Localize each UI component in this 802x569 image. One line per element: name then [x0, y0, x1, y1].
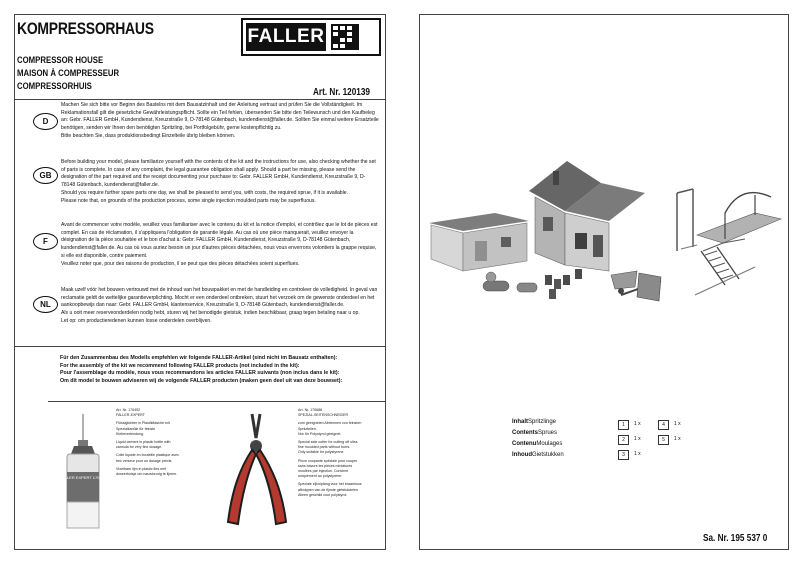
- part-qty: 1 x: [634, 421, 641, 427]
- product-cutter-de-1: zum geeigneten Abtrennen von feinsten Spritzteilen.: [298, 421, 362, 431]
- product-glue-de: Flüssigkleber in Plastikflasche mit Spezialkanüle für feinste Klebeverbindung.: [116, 421, 170, 436]
- product-cutter-de-2: Nur für Polystyrol geeignet.: [298, 431, 342, 436]
- accessories-line-de: Für den Zusammenbau des Modells empfehlen wir folgende FALLER-Artikel (sind nicht im Bausatz enthalten):: [60, 355, 338, 361]
- parts-label-nl-rest: Gietstukken: [532, 452, 564, 458]
- parts-label-de: [512, 419, 556, 425]
- faller-logo: [241, 18, 381, 56]
- parts-label-en: [512, 430, 557, 436]
- product-glue-art-nr: Art. Nr. 170492: [116, 408, 141, 412]
- parts-label-de-bold: Inhalt: [512, 419, 528, 425]
- page-title: KOMPRESSORHAUS: [17, 19, 154, 38]
- text-en-p2: Should you require further spare parts one day, we shall be pleased to send you, with costs, the required sprue, if it is available.: [61, 189, 349, 196]
- divider: [14, 99, 386, 100]
- product-cutter-text: [298, 408, 362, 501]
- parts-label-de-rest: Spritzlinge: [528, 419, 557, 425]
- accessories-line-en: For the assembly of the kit we recommend following FALLER products (not included in the kit):: [60, 362, 300, 369]
- glue-bottle-icon: [57, 414, 109, 532]
- text-en-p1: Before building your model, please familiarize yourself with the contents of the kit and the instructions for use, also checking whether the set of parts is complete. In case of any complaint, the legal guarantee obligation shall apply. Should a part be missing, please send the designation of the part required and the receipt documenting your purchase to: Gebr. FALLER GmbH, Kundendienst, Kreuzstraße 9, D-78148 Gütenbach, kundendienst@faller.de.: [61, 159, 376, 189]
- logo-text: FALLER: [246, 23, 326, 51]
- product-glue-en: Liquid cement in plastic bottle with cannula for very fine dosage.: [116, 440, 171, 450]
- part-qty: 1 x: [674, 436, 681, 442]
- product-glue-fr: Colle liquide en bouteille plastique avec bec verseur pour un dosage précis.: [116, 453, 179, 463]
- part-qty: 1 x: [634, 451, 641, 457]
- product-cutter-de: [298, 421, 362, 437]
- product-cutter-en-2: Only suitable for polystyrene.: [298, 450, 345, 455]
- divider: [48, 401, 386, 402]
- side-cutter-icon: [222, 410, 294, 530]
- product-cutter-fr: Pince coupante spéciale pour couper sans bavure les pièces miniatures moulées par injection. Convient uniquement au polystyrène.: [298, 458, 358, 479]
- art-nr: Art. Nr. 120139: [313, 87, 370, 98]
- product-cutter-en: [298, 440, 362, 456]
- text-de-p2: Bitte beachten Sie, dass produktionsbedingt Einzelteile übrig bleiben können.: [61, 132, 236, 139]
- parts-label-fr: [512, 441, 562, 447]
- sa-nr: Sa. Nr. 195 537 0: [703, 533, 768, 544]
- lang-badge-d: D: [33, 113, 58, 130]
- text-nl: [61, 287, 379, 326]
- product-cutter-nl: [298, 482, 362, 498]
- product-glue-name: FALLER-EXPERT: [116, 413, 145, 418]
- subtitle-en: COMPRESSOR HOUSE: [17, 55, 104, 66]
- text-nl-p3: Let op: om productieredenen kunnen losse onderdelen overblijven.: [61, 317, 212, 324]
- parts-list: [508, 414, 716, 466]
- parts-label-en-rest: Sprues: [538, 430, 558, 436]
- logo-grid-icon: [331, 24, 359, 50]
- product-cutter-art: [298, 408, 362, 418]
- text-fr-p2: Veuillez noter que, pour des raisons de production, il se peut que des pièces détachées soient superflues.: [61, 260, 300, 267]
- product-cutter-name: SPEZIAL-SEITENSCHNEIDER: [298, 413, 349, 418]
- subtitle-fr: MAISON À COMPRESSEUR: [17, 68, 120, 79]
- parts-label-fr-bold: Contenu: [512, 441, 537, 447]
- part-qty: 1 x: [634, 436, 641, 442]
- model-illustration: [425, 155, 785, 315]
- text-fr-p1: Avant de commencer votre modèle, veuillez vous familiariser avec le contenu du kit et la notice d'emploi, et contrôlez que le lot de pièces est complet. En cas de réclamation, il s'appliquera l'obligation de garantie légale. Au cas où une pièce manquerait, veuillez envoyer la désignation de la pièce souhaitée et le bon d'achat à: Gebr. FALLER GmbH, Kundendienst, Kreuzstraße 9, D-78148 Gütenbach, kundendienst@faller.de. Au cas où vous auriez besoin un jour d'autres pièces détachées, nous vous enverrons volontiers la grappe requise, si elle est disponible, contre paiement.: [61, 222, 378, 259]
- part-number: 3: [618, 450, 629, 460]
- lang-badge-nl: NL: [33, 296, 58, 313]
- product-cutter-nl-1: Speciale zijkniptang voor het braamloos afknippen van de fijnste gietstukdelen.: [298, 482, 362, 492]
- part-number: 1: [618, 420, 629, 430]
- lang-badge-gb: GB: [33, 167, 58, 184]
- accessories-line-fr: Pour l'assemblage du modèle, nous vous recommandons les articles FALLER suivants (non inclus dans le kit):: [60, 370, 340, 376]
- text-nl-p1: Maak uzelf vóór het bouwen vertrouwd met de inhoud van het bouwpakket en met de handleiding en controleer de volledigheid. In geval van reclamatie geldt de wettelijke garantieverplichting. Mocht er een onderdeel ontbreken, stuurt het verzoek om de gewenste onderdeel en het aankoopbewijs dan naar: Gebr. FALLER GmbH, klantenservice, Kreuzstraße 9, D-78148 Gütenbach, kundendienst@faller.de.: [61, 287, 378, 309]
- bottle-label: FALLER EXPERT 170492: [59, 475, 107, 480]
- product-cutter-nl-2: Alleen geschikt voor polystyrol.: [298, 492, 348, 497]
- parts-label-nl: [512, 452, 564, 458]
- accessories-line-nl: Om dit model te bouwen adviseren wij de volgende FALLER producten (maken geen deel uit van deze bouwset):: [60, 377, 343, 384]
- parts-label-en-bold: Contents: [512, 430, 538, 436]
- text-en: [61, 159, 379, 205]
- parts-label-fr-rest: Moulages: [536, 441, 563, 447]
- accessories-intro: [60, 355, 378, 385]
- lang-badge-f: F: [33, 233, 58, 250]
- part-number: 5: [658, 435, 669, 445]
- subtitle-nl: COMPRESSORHUIS: [17, 81, 92, 92]
- part-number: 2: [618, 435, 629, 445]
- part-number: 4: [658, 420, 669, 430]
- product-glue-nl: Vloeibare lijm in plastic fles met doseerbuisje om nauwkeurig te lijmen.: [116, 466, 178, 477]
- part-qty: 1 x: [674, 421, 681, 427]
- text-nl-p2: Als u ooit meer reserveonderdelen nodig hebt, sturen wij het benodigde gietstuk, indien beschikbaar, graag tegen betaling naar u op.: [61, 310, 360, 317]
- text-fr: [61, 222, 379, 268]
- divider: [14, 346, 386, 347]
- text-de: [61, 102, 379, 141]
- product-glue-text: [116, 408, 180, 480]
- text-en-p3: Please note that, on grounds of the production process, some single injection moulded parts may be superfluous.: [61, 197, 316, 204]
- product-cutter-en-1: Special side cutter for cutting off ultra-fine moulded parts without burrs.: [298, 440, 359, 450]
- parts-label-nl-bold: Inhoud: [512, 452, 532, 458]
- product-glue-art: [116, 408, 180, 418]
- text-de-p1: Machen Sie sich bitte vor Beginn des Bastelns mit dem Bausatzinhalt und der Anleitung vertraut und prüfen Sie die Vollständigkeit. Im Reklamationsfall gilt die gesetzliche Gewährleistungspflicht. Sollte ein Teil fehlen, übersenden Sie bitte den Teilewunsch und den Kaufbeleg an: Gebr. FALLER GmbH, Kundendienst, Kreuzstraße 9, D-78148 Gütenbach, kundendienst@faller.de. Sollten Sie einmal weitere Ersatzteile benötigen, senden wir Ihnen den benötigten Spritzling, bei Portfolgebühr, gerne kostenpflichtig zu.: [61, 102, 379, 132]
- product-cutter-art-nr: Art. Nr. 170688: [298, 408, 323, 412]
